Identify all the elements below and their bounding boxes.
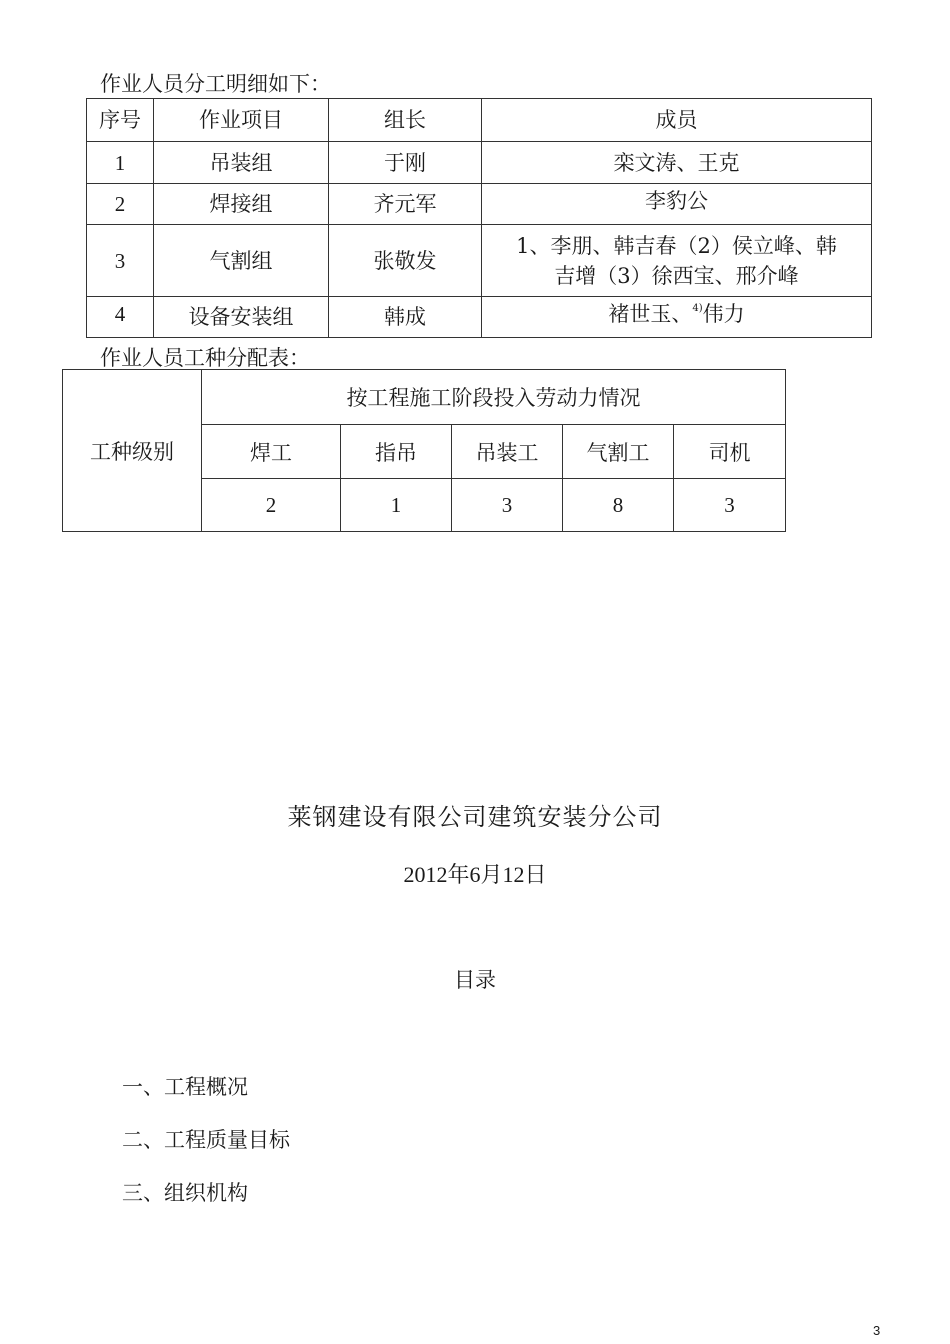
count-cell: 3 — [674, 479, 786, 532]
row-item: 焊接组 — [154, 184, 329, 225]
header-item: 作业项目 — [154, 99, 329, 142]
row-leader: 齐元军 — [329, 184, 482, 225]
company-name: 莱钢建设有限公司建筑安装分公司 — [287, 803, 663, 831]
count-cell: 2 — [202, 479, 341, 532]
allocation-caption: 作业人员工种分配表： — [100, 346, 310, 370]
members-line-2: 吉增（3）徐西宝、邢介峰 — [554, 263, 799, 288]
date-day: 12 — [502, 862, 525, 887]
group-header-cell: 按工程施工阶段投入劳动力情况 — [202, 370, 786, 425]
document-date — [0, 858, 950, 889]
count-cell: 3 — [452, 479, 563, 532]
table-header-row — [87, 99, 872, 142]
row-members: 李豹公 — [482, 184, 872, 225]
row-members: 栾文涛、王克 — [482, 142, 872, 184]
members-part-a: 褚世玉、 — [608, 302, 693, 326]
row-item: 吊装组 — [154, 142, 329, 184]
allocation-table — [62, 369, 786, 532]
date-year-unit: 年 — [447, 863, 470, 888]
row-no: 2 — [87, 184, 154, 225]
trade-cell: 指吊 — [341, 425, 452, 479]
date-month-unit: 月 — [480, 863, 503, 888]
trade-cell: 司机 — [674, 425, 786, 479]
row-header-cell: 工种级别 — [63, 370, 202, 532]
row-leader: 于刚 — [329, 142, 482, 184]
header-members: 成员 — [482, 99, 872, 142]
header-leader: 组长 — [329, 99, 482, 142]
members-sup: 4) — [692, 303, 703, 314]
toc-title: 目录 — [454, 968, 496, 992]
row-no: 4 — [87, 297, 154, 338]
row-leader: 张敬发 — [329, 225, 482, 297]
trade-cell: 焊工 — [202, 425, 341, 479]
row-no: 1 — [87, 142, 154, 184]
trade-cell: 吊装工 — [452, 425, 563, 479]
row-item: 设备安装组 — [154, 297, 329, 338]
division-caption: 作业人员分工明细如下： — [100, 72, 331, 96]
table-row — [87, 184, 872, 225]
members-line-1: 1、李朋、韩吉春（2）侯立峰、韩 — [516, 233, 837, 258]
date-year: 2012 — [403, 862, 448, 887]
toc-item: 一、工程概况 — [122, 1075, 248, 1099]
division-table — [86, 98, 872, 338]
page-number: 3 — [873, 1323, 881, 1338]
count-cell: 8 — [563, 479, 674, 532]
row-members — [482, 225, 872, 297]
row-leader: 韩成 — [329, 297, 482, 338]
table-row — [63, 370, 786, 425]
table-row — [87, 142, 872, 184]
toc-item: 三、组织机构 — [122, 1181, 248, 1205]
row-no: 3 — [87, 225, 154, 297]
table-row — [87, 225, 872, 297]
date-month: 6 — [469, 862, 481, 887]
table-row — [87, 297, 872, 338]
trade-cell: 气割工 — [563, 425, 674, 479]
members-part-b: 伟力 — [702, 302, 745, 326]
toc-item: 二、工程质量目标 — [122, 1128, 290, 1152]
row-item: 气割组 — [154, 225, 329, 297]
header-no: 序号 — [87, 99, 154, 142]
count-cell: 1 — [341, 479, 452, 532]
row-members — [482, 297, 872, 338]
date-day-unit: 日 — [524, 863, 547, 888]
